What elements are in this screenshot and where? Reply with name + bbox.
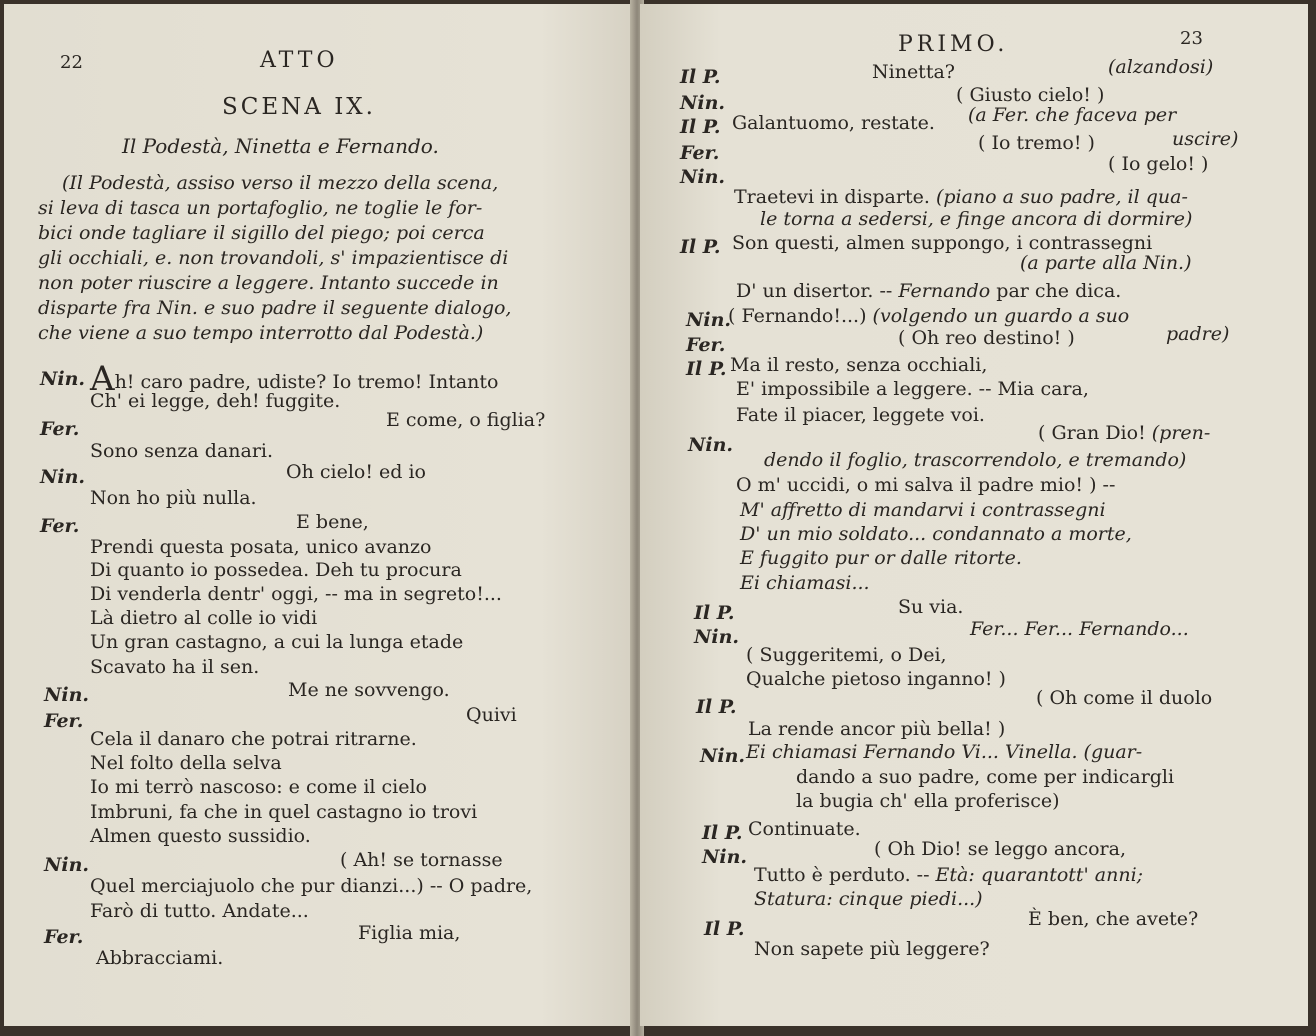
speaker-label: Fer.: [686, 334, 726, 356]
dialogue-line: E bene,: [296, 511, 369, 533]
speaker-label: Nin.: [680, 166, 726, 188]
dialogue-line: Là dietro al colle io vidi: [90, 607, 318, 629]
speaker-label: Nin.: [694, 626, 740, 648]
dialogue-line: Tutto è perduto. -- Età: quarantott' anni;: [754, 864, 1144, 886]
dialogue-line: Oh cielo! ed io: [286, 461, 426, 483]
dialogue-line: ( Gran Dio! (pren-: [1038, 422, 1211, 444]
page-number-left: 22: [60, 52, 83, 73]
dialogue-line: ( Giusto cielo! ): [956, 84, 1105, 106]
speaker-label: Fer.: [40, 515, 80, 537]
speaker-label: Nin.: [702, 846, 748, 868]
dialogue-line: Scavato ha il sen.: [90, 656, 260, 678]
dialogue-line: Traetevi in disparte. (piano a suo padre, il qua-: [734, 186, 1188, 208]
dialogue-line: Galantuomo, restate.: [732, 112, 935, 134]
right-page: [640, 4, 1308, 1026]
dialogue-line: ( Suggeritemi, o Dei,: [746, 644, 947, 666]
stage-direction: (a parte alla Nin.): [1020, 252, 1192, 274]
speaker-label: Il P.: [702, 822, 743, 844]
dialogue-line: Prendi questa posata, unico avanzo: [90, 536, 432, 558]
dialogue-line: Ch' ei legge, deh! fuggite.: [90, 390, 341, 412]
stage-direction: uscire): [1172, 128, 1239, 150]
running-head-left: ATTO: [260, 48, 339, 73]
dialogue-line: Quivi: [466, 704, 517, 726]
dialogue-line: Sono senza danari.: [90, 440, 274, 462]
speaker-label: Il P.: [686, 358, 727, 380]
running-head-right: PRIMO.: [898, 32, 1009, 57]
stage-direction: dando a suo padre, come per indicargli: [796, 766, 1175, 788]
dialogue-line: Quel merciajuolo che pur dianzi...) -- O padre,: [90, 875, 533, 897]
dialogue-line: ( Oh Dio! se leggo ancora,: [874, 838, 1126, 860]
stage-direction: padre): [1166, 323, 1230, 345]
scene-characters: Il Podestà, Ninetta e Fernando.: [122, 134, 439, 158]
dialogue-line: ( Oh reo destino! ): [898, 327, 1075, 349]
stage-direction: (a Fer. che faceva per: [968, 104, 1177, 126]
stage-direction: (pren-: [1151, 422, 1211, 444]
page-number-right: 23: [1180, 28, 1203, 49]
dialogue-line: Figlia mia,: [358, 922, 461, 944]
stage-direction: la bugia ch' ella proferisce): [796, 790, 1060, 812]
dialogue-line: Di venderla dentr' oggi, -- ma in segreto!...: [90, 583, 502, 605]
stage-direction: (alzandosi): [1108, 56, 1214, 78]
speaker-label: Fer.: [680, 142, 720, 164]
dialogue-line: E come, o figlia?: [386, 409, 546, 431]
dialogue-line: Non sapete più leggere?: [754, 938, 990, 960]
scene-title: SCENA IX.: [222, 94, 376, 120]
speaker-label: Nin.: [686, 309, 732, 331]
speaker-label: Il P.: [696, 696, 737, 718]
dialogue-line: Un gran castagno, a cui la lunga etade: [90, 631, 464, 653]
dialogue-line: Non ho più nulla.: [90, 487, 257, 509]
dialogue-line: ( Ah! se tornasse: [340, 849, 503, 871]
speaker-label: Il P.: [680, 116, 721, 138]
speaker-label: Fer.: [44, 926, 84, 948]
dialogue-line: Fer... Fer... Fernando...: [970, 618, 1189, 640]
dialogue-line: Me ne sovvengo.: [288, 679, 450, 701]
dialogue-line: Ei chiamasi...: [740, 572, 870, 594]
dialogue-line: Almen questo sussidio.: [90, 825, 311, 847]
speaker-label: Nin.: [44, 684, 90, 706]
speaker-label: Il P.: [680, 236, 721, 258]
dialogue-line: D' un mio soldato... condannato a morte,: [740, 523, 1132, 545]
speaker-label: Il P.: [704, 918, 745, 940]
speaker-label: Nin.: [44, 854, 90, 876]
dialogue-line: D' un disertor. -- Fernando par che dica.: [736, 280, 1122, 302]
dialogue-line: Continuate.: [748, 818, 861, 840]
speaker-label: Nin.: [688, 434, 734, 456]
dialogue-line: La rende ancor più bella! ): [748, 718, 1006, 740]
speaker-label: Il P.: [694, 602, 735, 624]
dialogue-line: Di quanto io possedea. Deh tu procura: [90, 559, 462, 581]
dialogue-line: Ei chiamasi Fernando Vi... Vinella. (guar-: [746, 741, 1143, 763]
stage-direction: (guar-: [1083, 741, 1143, 763]
speaker-label: Nin.: [40, 466, 86, 488]
dialogue-line: E' impossibile a leggere. -- Mia cara,: [736, 378, 1089, 400]
dialogue-line: Cela il danaro che potrai ritrarne.: [90, 728, 417, 750]
speaker-label: Nin.: [680, 92, 726, 114]
dialogue-line: Su via.: [898, 596, 964, 618]
stage-direction: le torna a sedersi, e finge ancora di dormire): [760, 208, 1193, 230]
speaker-label: Nin.: [40, 368, 86, 390]
dialogue-line: Qualche pietoso inganno! ): [746, 668, 1006, 690]
dialogue-line: Farò di tutto. Andate...: [90, 900, 309, 922]
dialogue-line: Son questi, almen suppongo, i contrassegni: [732, 232, 1153, 254]
dialogue-line: Ah! caro padre, udiste? Io tremo! Intanto: [90, 359, 499, 399]
left-page: 22 ATTO SCENA IX. Il Podestà, Ninetta e Fernando. (Il Podestà, assiso verso il mezzo della scena, si leva di tasca un portafoglio, ne toglie le for- bici onde tagliare il sigillo del piego; poi cerca gli occhiali, e. non trovandoli, s' impazientisce di non poter riuscire a leggere. Intanto succede in disparte fra Nin. e suo padre il seguente dialogo, che viene a suo tempo interrotto dal Podestà.) Nin. Ah! caro padre, udiste? Io tremo! Intanto Ch' ei legge, deh! fuggite. Fer. E come, o figlia? Sono senza danari. Nin. Oh cielo! ed io Non ho più nulla. Fer. E bene, Prendi questa posata, unico avanzo Di quanto io possedea. Deh tu procura Di venderla dentr' oggi, -- ma in segreto!... Là dietro al colle io vidi Un gran castagno, a cui la lunga etade Scavato ha il sen. Nin. Me ne sovvengo. Fer. Quivi Cela il danaro che potrai ritrarne. Nel folto della selva Io mi terrò nascoso: e come il cielo Imbruni, fa che in quel castagno io trovi Almen questo sussidio. Nin. ( Ah! se tornasse Quel merciajuolo che pur dianzi...) -- O padre, Farò di tutto. Andate... Fer. Figlia mia, Abbracciami.: [4, 4, 634, 1026]
speaker-label: Fer.: [44, 710, 84, 732]
dialogue-line: E fuggito pur or dalle ritorte.: [740, 547, 1022, 569]
dialogue-line: Ma il resto, senza occhiali,: [730, 354, 988, 376]
stage-direction: (piano a suo padre, il qua-: [935, 186, 1188, 208]
dialogue-line: Statura: cinque piedi...): [754, 888, 983, 910]
dialogue-line: ( Io tremo! ): [978, 132, 1095, 154]
dialogue-line: È ben, che avete?: [1028, 908, 1199, 930]
speaker-label: Il P.: [680, 66, 721, 88]
stage-direction: (volgendo un guardo a suo: [872, 305, 1130, 327]
dialogue-line: ( Io gelo! ): [1108, 153, 1209, 175]
dialogue-line: Abbracciami.: [96, 947, 224, 969]
stage-direction: dendo il foglio, trascorrendolo, e tremando): [764, 449, 1187, 471]
dialogue-line: Imbruni, fa che in quel castagno io trovi: [90, 801, 478, 823]
dialogue-line: O m' uccidi, o mi salva il padre mio! ) --: [736, 474, 1116, 496]
dialogue-line: M' affretto di mandarvi i contrassegni: [740, 499, 1106, 521]
dialogue-line: ( Oh come il duolo: [1036, 687, 1213, 709]
dialogue-line: Nel folto della selva: [90, 752, 282, 774]
speaker-label: Fer.: [40, 418, 80, 440]
dialogue-line: Fate il piacer, leggete voi.: [736, 404, 985, 426]
dialogue-line: Ninetta?: [872, 61, 955, 83]
speaker-label: Nin.: [700, 745, 746, 767]
drop-cap: A: [90, 359, 115, 399]
dialogue-line: Io mi terrò nascoso: e come il cielo: [90, 776, 427, 798]
dialogue-line: ( Fernando!...) (volgendo un guardo a suo: [728, 305, 1130, 327]
